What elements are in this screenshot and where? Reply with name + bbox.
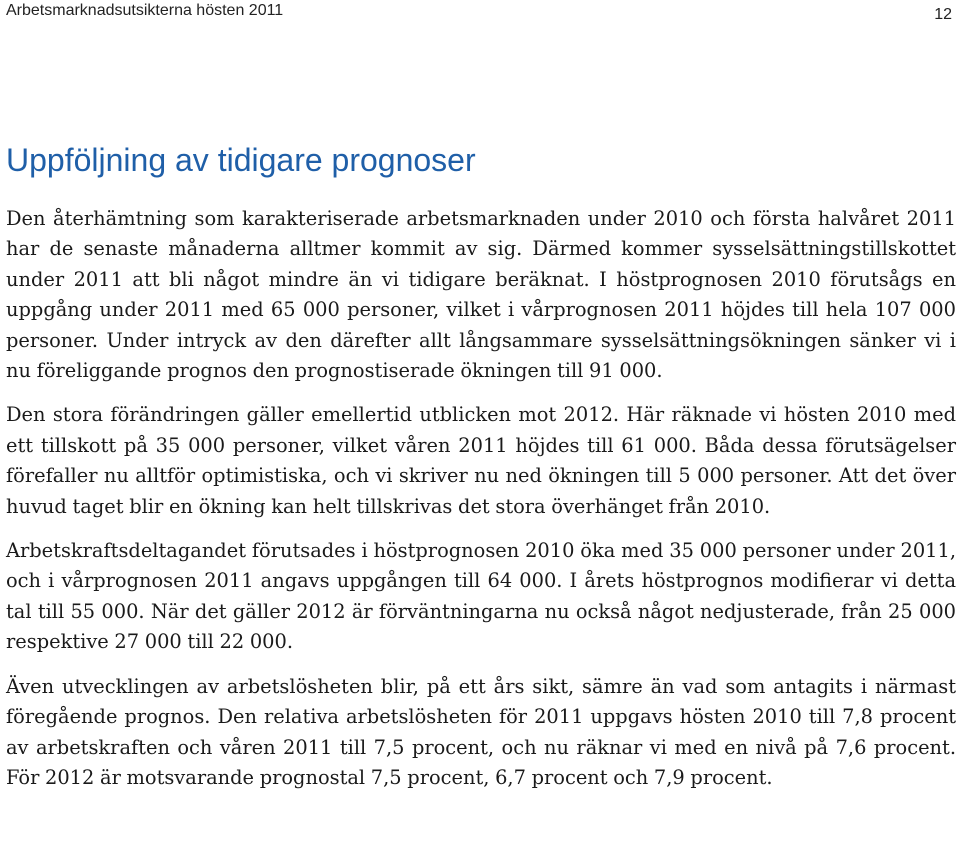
- paragraph: Den stora förändringen gäller emellertid utblicken mot 2012. Här räknade vi hösten 2010 med ett tillskott på 35 000 personer, vilket våren 2011 höjdes till 61 000. Båda dessa förutsägelser förefaller nu alltför optimistiska, och vi skriver nu ned ökningen till 5 000 personer. Att det över huvud taget blir en ökning kan helt tillskrivas det stora överhänget från 2010.: [6, 403, 956, 518]
- running-header: [6, 2, 952, 24]
- paragraph: Den återhämtning som karakteriserade arbetsmarknaden under 2010 och första halvåret 2011 har de senaste månaderna alltmer kommit av sig. Därmed kommer sysselsättningstillskottet under 2011 att bli något mindre än vi tidigare beräknat. I höstprognosen 2010 förutsågs en uppgång under 2011 med 65 000 personer, vilket i vårprognosen 2011 höjdes till hela 107 000 personer. Under intryck av den därefter allt långsammare sysselsättningsökningen sänker vi i nu föreliggande prognos den prognostiserade ökningen till 91 000.: [6, 207, 956, 383]
- paragraph: Arbetskraftsdeltagandet förutsades i höstprognosen 2010 öka med 35 000 personer under 2011, och i vårprognosen 2011 angavs uppgången till 64 000. I årets höstprognos modifierar vi detta tal till 55 000. När det gäller 2012 är förväntningarna nu också något nedjusterade, från 25 000 respektive 27 000 till 22 000.: [6, 539, 956, 654]
- paragraph: Även utvecklingen av arbetslösheten blir, på ett års sikt, sämre än vad som antagits i närmast föregående prognos. Den relativa arbetslösheten för 2011 uppgavs hösten 2010 till 7,8 procent av arbetskraften och våren 2011 till 7,5 procent, och nu räknar vi med en nivå på 7,6 procent. För 2012 är motsvarande prognostal 7,5 procent, 6,7 procent och 7,9 procent.: [6, 674, 956, 789]
- body-text: [6, 204, 956, 807]
- section-title: Uppföljning av tidigare prognoser: [6, 142, 476, 178]
- header-title: Arbetsmarknadsutsikterna hösten 2011: [6, 2, 284, 19]
- page-number: 12: [934, 6, 952, 23]
